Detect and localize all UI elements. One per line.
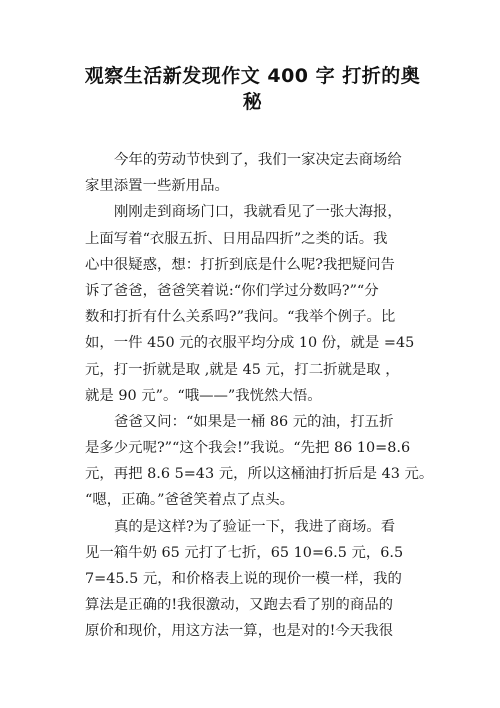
paragraph-line: 算法是正确的!我很激动，又跑去看了别的商品的 (85, 597, 393, 614)
paragraph-line: 7=45.5 元，和价格表上说的现价一模一样，我的 (85, 571, 402, 587)
paragraph-line: 诉了爸爸，爸爸笑着说:“你们学过分数吗?”“分 (85, 282, 379, 299)
paragraph-line: 如，一件 450 元的衣服平均分成 10 份，就是 =45 (85, 335, 415, 352)
title-line: 秘 (242, 91, 263, 114)
paragraph-line: 数和打折有什么关系吗?”我问。“我举个例子。比 (85, 309, 396, 326)
paragraph-line: “嗯，正确。”爸爸笑着点了点头。 (85, 492, 294, 509)
paragraph-line: 今年的劳动节快到了，我们一家决定去商场给 (114, 152, 402, 168)
article-body (85, 147, 434, 645)
paragraph-line: 家里添置一些新用品。 (85, 178, 229, 195)
paragraph-line: 爸爸又问：“如果是一桶 86 元的油，打五折 (114, 413, 394, 430)
paragraph-line: 是多少元呢?”“这个我会!”我说。“先把 86 10=8.6 (85, 440, 411, 457)
paragraph-line: 原价和现价，用这方法一算，也是对的!今天我很 (85, 623, 393, 640)
paragraph-line: 刚刚走到商场门口，我就看见了一张大海报， (114, 204, 402, 221)
paragraph-line: 上面写着“衣服五折、日用品四折”之类的话。我 (85, 230, 388, 247)
paragraph-line: 真的是这样?为了验证一下，我进了商场。看 (114, 518, 396, 535)
paragraph-line: 见一箱牛奶 65 元打了七折，65 10=6.5 元，6.5 (85, 544, 404, 561)
paragraph-line: 元，再把 8.6 5=43 元，所以这桶油打折后是 43 元。 (85, 466, 434, 483)
page-title (80, 62, 425, 114)
paragraph-line: 就是 90 元”。“哦——”我恍然大悟。 (85, 387, 322, 404)
title-line: 观察生活新发现作文 400 字 打折的奥 (84, 65, 421, 87)
paragraph-line: 元，打一折就是取 ,就是 45 元，打二折就是取 ， (85, 361, 400, 378)
paragraph-line: 心中很疑惑，想：打折到底是什么呢?我把疑问告 (85, 256, 395, 273)
